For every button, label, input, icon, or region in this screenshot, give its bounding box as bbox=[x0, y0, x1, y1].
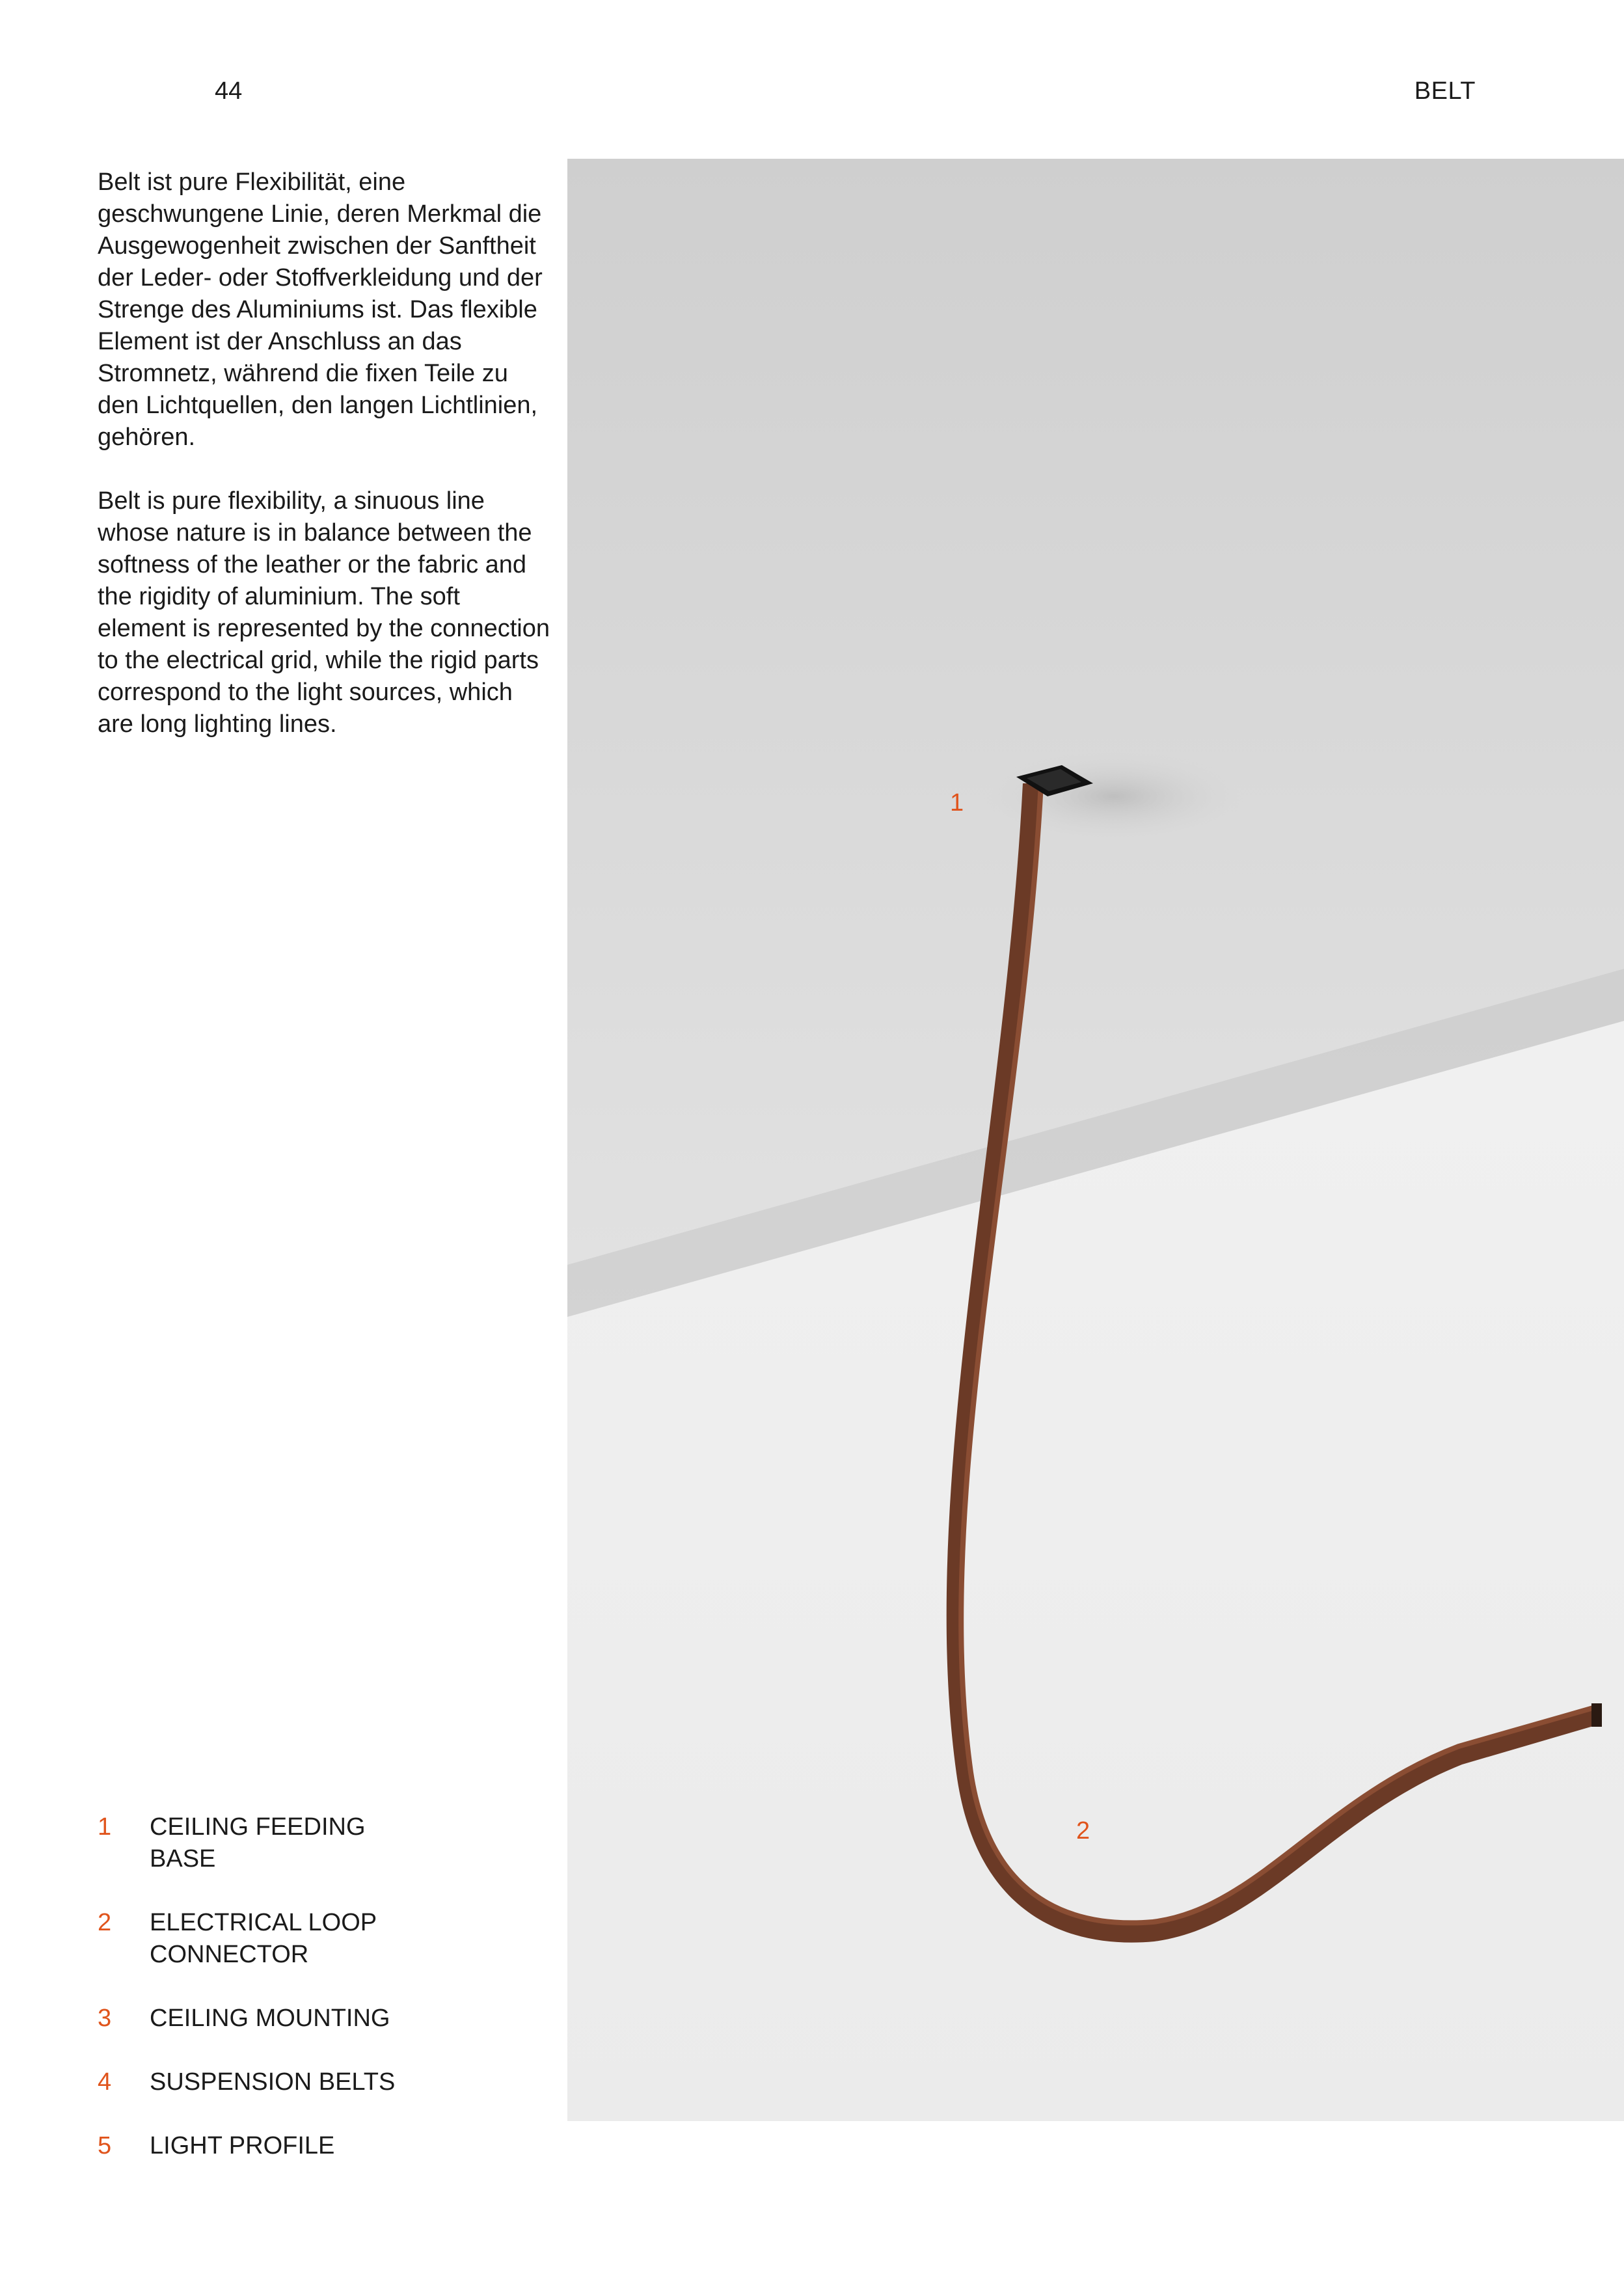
product-photo bbox=[567, 159, 1624, 2121]
callout-1: 1 bbox=[950, 789, 964, 817]
belt-end-cap bbox=[1591, 1703, 1602, 1727]
legend-number: 5 bbox=[98, 2132, 112, 2159]
legend-item bbox=[98, 2130, 553, 2162]
belt-illustration bbox=[567, 159, 1624, 2121]
legend-number: 4 bbox=[98, 2068, 112, 2096]
legend-label: ELECTRICAL LOOP CONNECTOR bbox=[150, 1909, 377, 1968]
page-number: 44 bbox=[215, 77, 243, 105]
legend-label: SUSPENSION BELTS bbox=[150, 2068, 396, 2096]
running-title: BELT bbox=[1414, 77, 1476, 105]
legend-label: LIGHT PROFILE bbox=[150, 2132, 335, 2159]
legend-item bbox=[98, 1811, 553, 1875]
legend-number: 1 bbox=[98, 1813, 112, 1841]
legend-item bbox=[98, 2066, 553, 2098]
legend-number: 3 bbox=[98, 2005, 112, 2032]
callout-2: 2 bbox=[1076, 1817, 1090, 1845]
legend-item bbox=[98, 2003, 553, 2035]
legend-label: CEILING FEEDING BASE bbox=[150, 1813, 366, 1873]
legend-item bbox=[98, 1907, 553, 1971]
component-legend bbox=[98, 1811, 553, 2194]
intro-german: Belt ist pure Flexibilität, eine geschwungene Linie, deren Merkmal die Ausgewogenheit zwischen der Sanftheit der Leder- oder Stoffverkleidung und der Strenge des Aluminiums ist. Das flexible Element ist der Anschluss an das Stromnetz, während die fixen Teile zu den Lichtquellen, den langen Lichtlinien, gehören. bbox=[98, 169, 543, 451]
legend-label: CEILING MOUNTING bbox=[150, 2005, 390, 2032]
intro-text bbox=[98, 167, 553, 772]
intro-english: Belt is pure flexibility, a sinuous line whose nature is in balance between the softness of the leather or the fabric and the rigidity of aluminium. The soft element is represented by the connection to the electrical grid, while the rigid parts correspond to the light sources, which are long lighting lines. bbox=[98, 487, 550, 738]
legend-number: 2 bbox=[98, 1909, 112, 1936]
